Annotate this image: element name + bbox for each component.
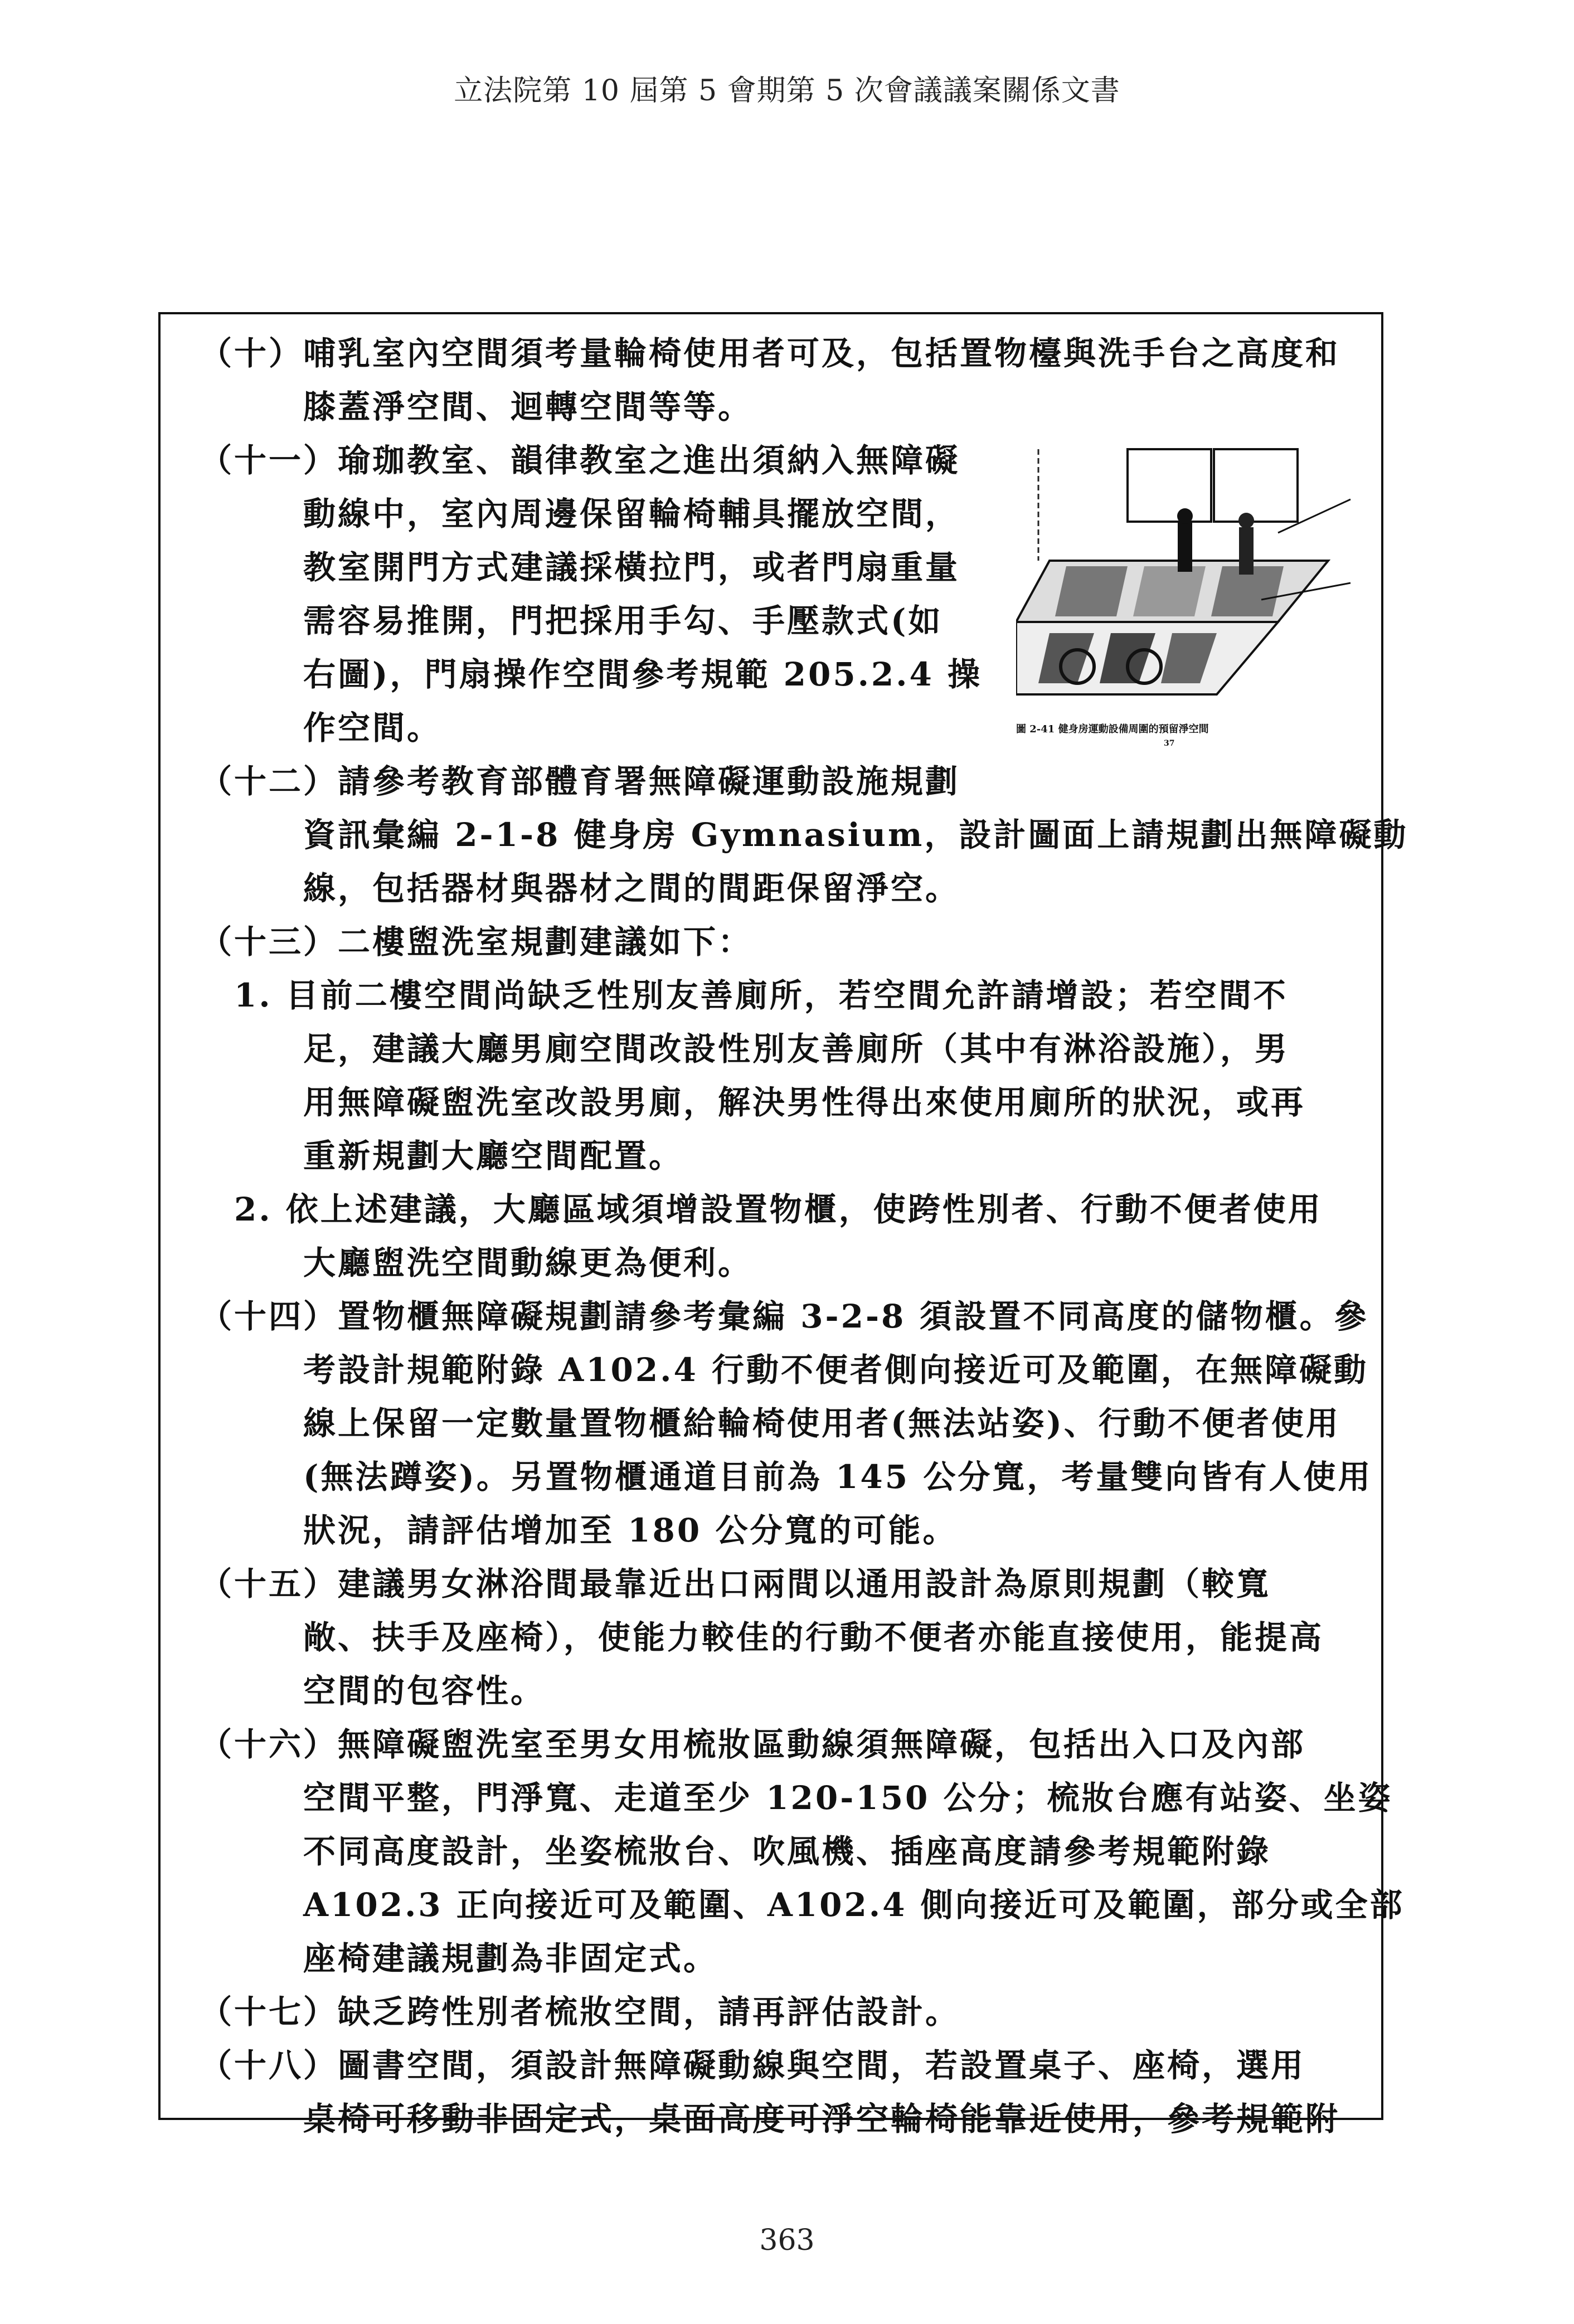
item-12-line-2: 資訊彙編 2-1-8 健身房 Gymnasium，設計圖面上請規劃出無障礙動 — [200, 816, 1408, 854]
item-13-subitem-1-line-3: 用無障礙盥洗室改設男廁，解決男性得出來使用廁所的狀況，或再 — [200, 1083, 1306, 1121]
item-16-line-4: A102.3 正向接近可及範圍、A102.4 側向接近可及範圍，部分或全部 — [200, 1886, 1405, 1924]
item-16-line-1: （十六）無障礙盥洗室至男女用梳妝區動線須無障礙，包括出入口及內部 — [200, 1725, 1306, 1763]
item-11-line-3: 教室開門方式建議採橫拉門，或者門扇重量 — [200, 548, 960, 586]
item-14-line-5: 狀況，請評估增加至 180 公分寬的可能。 — [200, 1511, 958, 1549]
item-12-line-3: 線，包括器材與器材之間的間距保留淨空。 — [200, 869, 960, 907]
page-number: 363 — [759, 2224, 815, 2257]
item-16-line-5: 座椅建議規劃為非固定式。 — [200, 1939, 718, 1977]
item-14 — [200, 1290, 1372, 1557]
item-12-line-1: （十二）請參考教育部體育署無障礙運動設施規劃 — [200, 762, 960, 800]
item-16-line-2: 空間平整，門淨寬、走道至少 120-150 公分；梳妝台應有站姿、坐姿 — [200, 1779, 1393, 1817]
item-16-line-3: 不同高度設計，坐姿梳妝台、吹風機、插座高度請參考規範附錄 — [200, 1832, 1271, 1870]
page-header: 立法院第 10 屆第 5 會期第 5 次會議議案關係文書 — [454, 74, 1120, 108]
item-15-line-3: 空間的包容性。 — [200, 1672, 546, 1710]
item-11 — [200, 434, 982, 755]
item-11-line-4: 需容易推開，門把採用手勾、手壓款式(如 — [200, 602, 943, 640]
item-15-line-2: 敞、扶手及座椅），使能力較佳的行動不便者亦能直接使用，能提高 — [200, 1618, 1324, 1656]
item-13-subitem-2-line-1: 2. 依上述建議，大廳區域須增設置物櫃，使跨性別者、行動不便者使用 — [200, 1190, 1323, 1228]
gymnasium-clearance-figure — [1016, 432, 1367, 722]
figure-caption: 圖 2-41 健身房運動設備周圍的預留淨空間 — [1016, 723, 1209, 735]
item-11-line-2: 動線中，室內周邊保留輪椅輔具擺放空間， — [200, 495, 960, 533]
item-14-line-2: 考設計規範附錄 A102.4 行動不便者側向接近可及範圍，在無障礙動 — [200, 1351, 1369, 1389]
item-13-subitem-1-line-2: 足，建議大廳男廁空間改設性別友善廁所（其中有淋浴設施），男 — [200, 1030, 1290, 1068]
item-11-line-1: （十一）瑜珈教室、韻律教室之進出須納入無障礙 — [200, 441, 960, 479]
item-15-line-1: （十五）建議男女淋浴間最靠近出口兩間以通用設計為原則規劃（較寬 — [200, 1565, 1271, 1603]
item-13-subitem-1-line-4: 重新規劃大廳空間配置。 — [200, 1137, 684, 1175]
item-18-line-1: （十八）圖書空間，須設計無障礙動線與空間，若設置桌子、座椅，選用 — [200, 2046, 1306, 2084]
item-17-line-1: （十七）缺乏跨性別者梳妝空間，請再評估設計。 — [200, 1993, 960, 2031]
item-10-line-2: 膝蓋淨空間、迴轉空間等等。 — [200, 388, 753, 426]
item-14-line-1: （十四）置物櫃無障礙規劃請參考彙編 3-2-8 須設置不同高度的儲物櫃。參 — [200, 1297, 1369, 1335]
content-box — [158, 312, 1408, 2138]
item-16 — [200, 1718, 1405, 1985]
item-13-subitem-1 — [200, 969, 1305, 1183]
item-15 — [200, 1557, 1324, 1718]
figure-caption-number: 37 — [1164, 739, 1175, 748]
item-11-line-6: 作空間。 — [200, 709, 442, 747]
item-18 — [200, 2039, 1340, 2146]
item-14-line-4: (無法蹲姿)。另置物櫃通道目前為 145 公分寬，考量雙向皆有人使用 — [200, 1458, 1373, 1496]
item-13-line-1: （十三）二樓盥洗室規劃建議如下： — [200, 923, 753, 961]
item-10-line-1: （十）哺乳室內空間須考量輪椅使用者可及，包括置物檯與洗手台之高度和 — [200, 334, 1340, 372]
item-10 — [200, 327, 1340, 434]
item-12 — [200, 755, 1408, 915]
item-13-subitem-1-line-1: 1. 目前二樓空間尚缺乏性別友善廁所，若空間允許請增設；若空間不 — [200, 976, 1288, 1014]
item-13-subitem-2-line-2: 大廳盥洗空間動線更為便利。 — [200, 1244, 753, 1282]
item-13 — [200, 915, 752, 969]
item-13-subitem-2 — [200, 1183, 1323, 1290]
item-18-line-2: 桌椅可移動非固定式，桌面高度可淨空輪椅能靠近使用，參考規範附 — [200, 2100, 1340, 2138]
item-14-line-3: 線上保留一定數量置物櫃給輪椅使用者(無法站姿)、行動不便者使用 — [200, 1404, 1340, 1442]
item-11-line-5: 右圖)，門扇操作空間參考規範 205.2.4 操 — [200, 655, 982, 693]
item-17 — [200, 1985, 960, 2039]
